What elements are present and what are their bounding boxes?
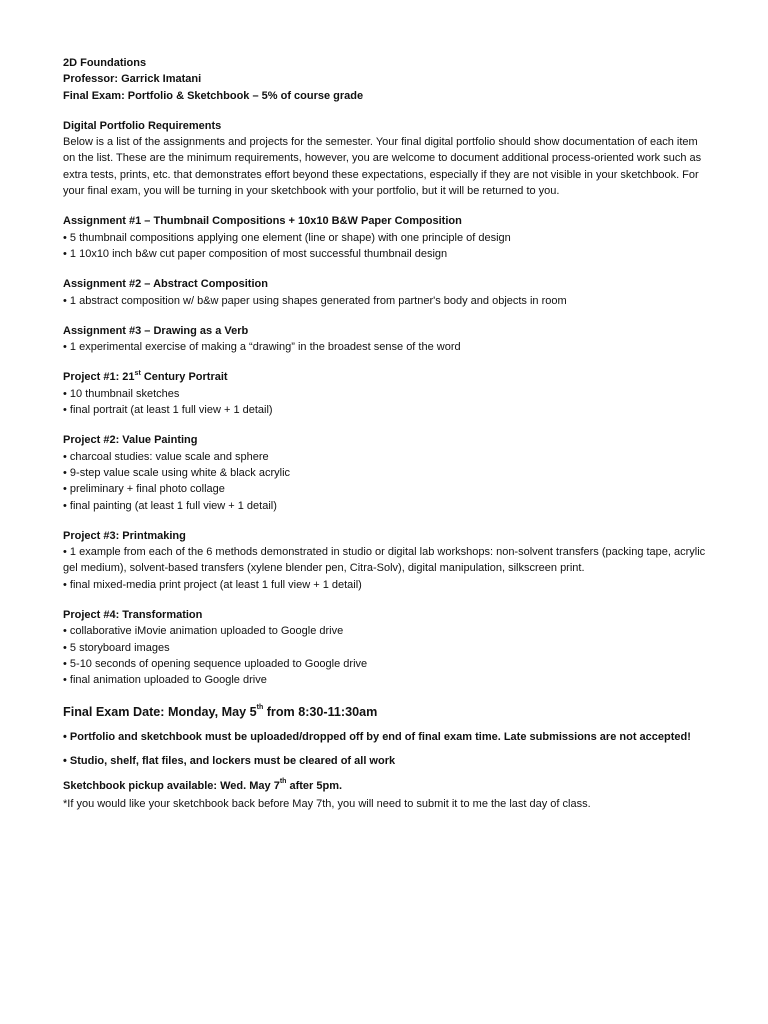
list-item: • final portrait (at least 1 full view + 1 detail) (63, 404, 273, 417)
list-item: • 5 thumbnail compositions applying one element (line or shape) with one principle of design (63, 231, 511, 244)
final-exam-text: from 8:30-11:30am (263, 704, 378, 719)
list-item: • 5 storyboard images (63, 641, 170, 654)
list-item: • final animation uploaded to Google drive (63, 674, 267, 687)
section-title: Project #4: Transformation (63, 609, 203, 622)
title-text: Century Portrait (140, 371, 228, 384)
list-item: • final mixed-media print project (at least 1 full view + 1 detail) (63, 578, 362, 591)
pickup-text: after 5pm. (286, 780, 343, 793)
section-title: Assignment #3 – Drawing as a Verb (63, 324, 249, 337)
sketchbook-note: *If you would like your sketchbook back before May 7th, you will need to submit it to me the last day of class. (63, 798, 591, 811)
list-item: • 1 abstract composition w/ b&w paper using shapes generated from partner's body and objects in room (63, 294, 567, 307)
final-bullet-studio: • Studio, shelf, flat files, and lockers must be cleared of all work (63, 754, 396, 767)
final-exam-superscript: th (256, 704, 264, 712)
list-item: • 1 10x10 inch b&w cut paper composition of most successful thumbnail design (63, 247, 448, 260)
list-item: • 1 experimental exercise of making a “drawing” in the broadest sense of the word (63, 341, 461, 354)
requirements-block (63, 118, 712, 199)
list-item: • 10 thumbnail sketches (63, 387, 180, 400)
list-item: • charcoal studies: value scale and sphere (63, 450, 269, 463)
list-item: • 9-step value scale using white & black acrylic (63, 466, 291, 479)
final-exam-text: Final Exam Date: Monday, May 5 (63, 704, 257, 719)
list-item: • final painting (at least 1 full view + 1 detail) (63, 499, 277, 512)
section-title: Assignment #1 – Thumbnail Compositions + 10x10 B&W Paper Composition (63, 215, 462, 228)
title-superscript: st (134, 369, 141, 377)
sketchbook-pickup (63, 778, 712, 794)
section-project-4 (63, 607, 712, 688)
section-title: Project #3: Printmaking (63, 529, 186, 542)
pickup-superscript: th (279, 778, 287, 786)
section-assignment-2 (63, 276, 712, 309)
title-text: Project #1: 21 (63, 371, 135, 384)
final-bullet-submission: • Portfolio and sketchbook must be uploaded/dropped off by end of final exam time. Late submissions are not accepted! (63, 730, 691, 743)
section-assignment-3 (63, 323, 712, 356)
professor-line: Professor: Garrick Imatani (63, 73, 202, 86)
section-title: Project #2: Value Painting (63, 434, 198, 447)
section-project-3 (63, 528, 712, 593)
exam-line: Final Exam: Portfolio & Sketchbook – 5% of course grade (63, 89, 364, 102)
section-title (63, 369, 712, 385)
section-project-2 (63, 432, 712, 513)
list-item: • 1 example from each of the 6 methods demonstrated in studio or digital lab workshops: non-solvent transfers (packing tape, acrylic gel medium), solvent-based transfers (xylene blender pen, Citra-Solv), digital manipulation, silkscreen print. (63, 546, 706, 575)
section-assignment-1 (63, 213, 712, 262)
requirements-title: Digital Portfolio Requirements (63, 119, 222, 132)
course-title: 2D Foundations (63, 57, 147, 69)
requirements-body: Below is a list of the assignments and projects for the semester. Your final digital portfolio should show documentation of each item on the list. These are the minimum requirements, however, you are welcome to document additional process-oriented work such as extra tests, prints, etc. that demonstrates effort beyond these expectations, especially if they are not visible in your sketchbook. For your final exam, you will be turning in your sketchbook with your portfolio, but it will be returned to you. (63, 136, 702, 198)
final-exam-date (63, 703, 712, 721)
section-project-1 (63, 369, 712, 418)
list-item: • preliminary + final photo collage (63, 483, 225, 496)
list-item: • collaborative iMovie animation uploaded to Google drive (63, 625, 344, 638)
pickup-text: Sketchbook pickup available: Wed. May 7 (63, 780, 280, 793)
section-title: Assignment #2 – Abstract Composition (63, 278, 268, 291)
list-item: • 5-10 seconds of opening sequence uploaded to Google drive (63, 657, 368, 670)
